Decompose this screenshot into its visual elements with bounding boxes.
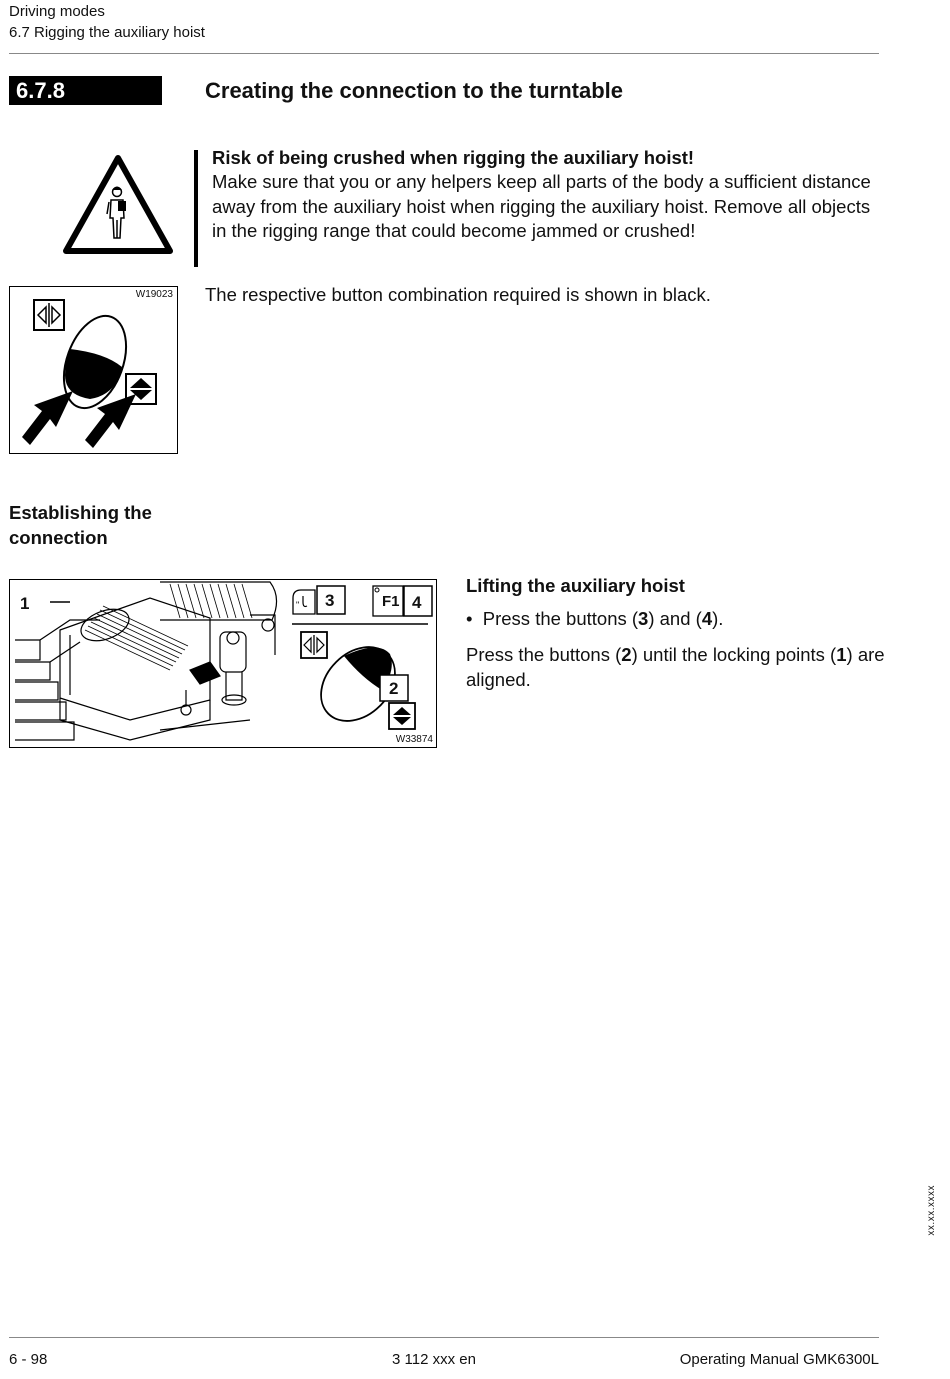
up-down-button-icon <box>389 703 415 729</box>
footer-rule <box>9 1337 879 1338</box>
callout-2: 2 <box>389 679 399 698</box>
bullet-text-mid: ) and ( <box>648 608 702 629</box>
procedure-title: Lifting the auxiliary hoist <box>466 575 685 596</box>
para-ref-2: 2 <box>621 644 632 665</box>
footer-doc-number: 3 112 xxx en <box>392 1351 476 1368</box>
para-text-pre: Press the buttons ( <box>466 644 622 665</box>
subheading-establishing-connection: Establishing the connection <box>9 502 152 548</box>
callout-4: 4 <box>412 593 422 612</box>
auxiliary-hoist-illustration <box>15 582 277 740</box>
hoist-mode-key-icon <box>293 590 315 614</box>
bullet-text-post: ). <box>712 608 724 629</box>
warning-heading: Risk of being crushed when rigging the auxiliary hoist! <box>212 147 695 168</box>
header-chapter: Driving modes <box>9 3 105 20</box>
procedure-paragraph <box>466 642 886 692</box>
slew-mode-icon <box>301 632 327 658</box>
bullet-text-pre: Press the buttons ( <box>482 608 639 629</box>
note-text: The respective button combination required is shown in black. <box>205 284 711 305</box>
bullet-mark: • <box>466 608 473 629</box>
figure-auxiliary-hoist <box>9 579 437 748</box>
callout-1: 1 <box>20 594 30 613</box>
para-text-mid: ) until the locking points ( <box>631 644 837 665</box>
header-rule <box>9 53 879 54</box>
warning-text <box>212 146 872 244</box>
procedure-bullet <box>466 606 723 631</box>
warning-bar <box>194 150 198 267</box>
figure-button-combination <box>9 286 178 454</box>
warning-body: Make sure that you or any helpers keep all parts of the body a sufficient distance away from the auxiliary hoist when rigging the auxiliary hoist. Remove all objects in the rigging range that could become jammed or crushed! <box>212 171 871 242</box>
para-ref-1: 1 <box>836 644 847 665</box>
callout-3: 3 <box>325 591 335 610</box>
crush-hazard-warning-icon <box>60 152 176 256</box>
section-number: 6.7.8 <box>9 76 162 105</box>
header-section: 6.7 Rigging the auxiliary hoist <box>9 24 205 41</box>
section-title: Creating the connection to the turntable <box>205 78 624 103</box>
svg-text:": " <box>296 600 300 610</box>
para-text-post: ) are aligned. <box>466 644 885 690</box>
bullet-ref-3: 3 <box>638 608 649 629</box>
footer-manual-title: Operating Manual GMK6300L <box>679 1351 879 1368</box>
footer-page-number: 6 - 98 <box>9 1351 48 1368</box>
figure-label-w19023: W19023 <box>135 289 173 300</box>
slew-mode-icon <box>34 300 64 330</box>
f1-key-label: F1 <box>382 593 400 610</box>
figure-label-w33874: W33874 <box>395 734 433 745</box>
side-code: xx.xx.xxxx <box>926 1185 937 1236</box>
bullet-ref-4: 4 <box>701 608 713 629</box>
